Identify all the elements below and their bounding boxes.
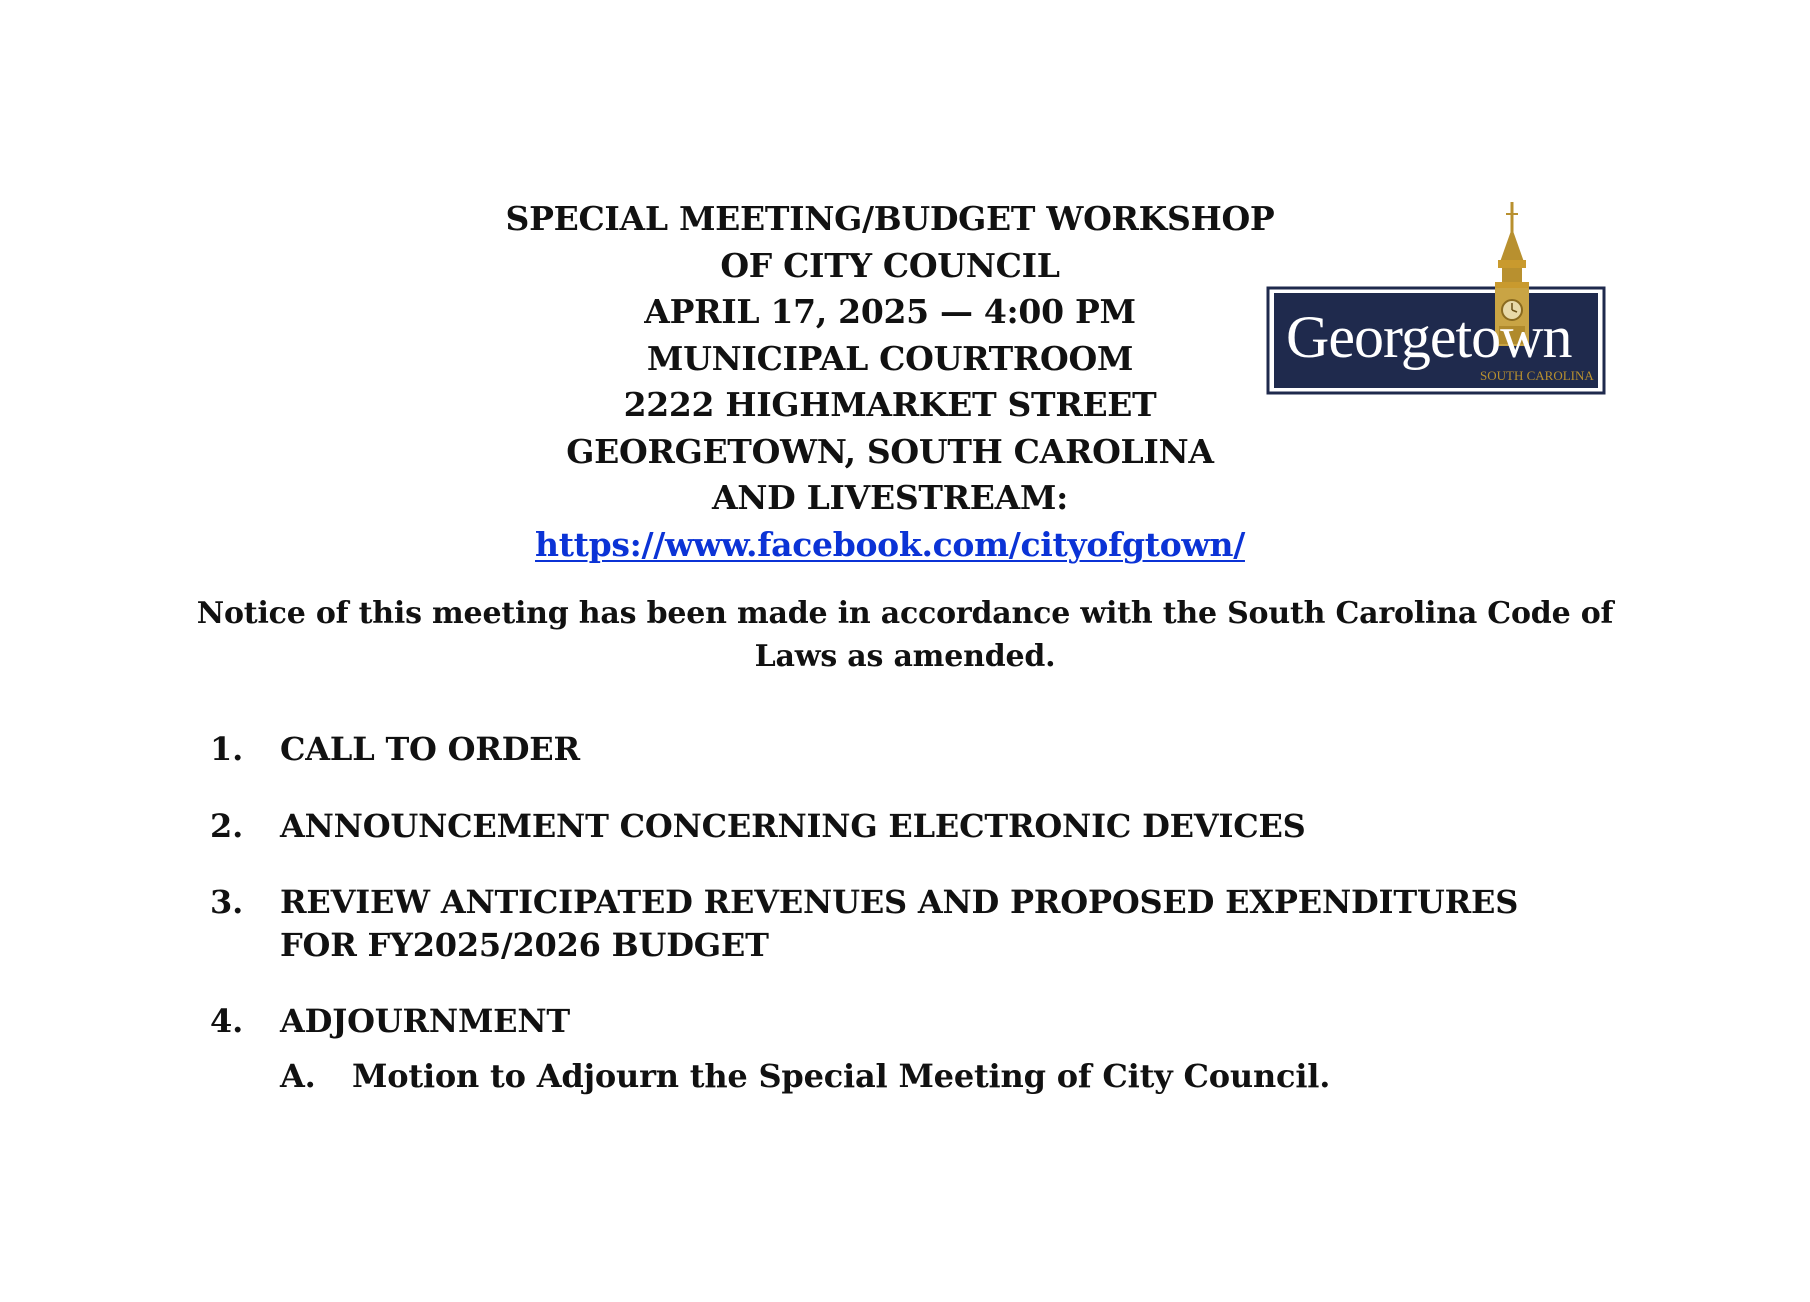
header-livestream-label: AND LIVESTREAM: xyxy=(711,478,1069,517)
header-title-line-2: OF CITY COUNCIL xyxy=(720,245,1060,285)
header-venue: MUNICIPAL COURTROOM xyxy=(646,338,1134,378)
agenda-sub-item-letter: A. xyxy=(280,1057,316,1095)
agenda-item xyxy=(210,805,1630,848)
agenda-item xyxy=(210,881,1630,967)
header-date-time: APRIL 17, 2025 — 4:00 PM xyxy=(644,292,1136,331)
agenda-sub-item-text: Motion to Adjourn the Special Meeting of City Council. xyxy=(352,1057,1331,1095)
agenda-item-number: 4. xyxy=(210,1002,244,1040)
agenda-item xyxy=(210,728,1630,771)
agenda-sub-item xyxy=(280,1055,1580,1098)
agenda-item-text: REVIEW ANTICIPATED REVENUES AND PROPOSED EXPENDITURES FOR FY2025/2026 BUDGET xyxy=(280,883,1519,964)
agenda-item-text: ADJOURNMENT xyxy=(280,1002,571,1040)
agenda-item xyxy=(210,1000,1630,1043)
header-city: GEORGETOWN, SOUTH CAROLINA xyxy=(566,431,1214,471)
agenda-item-number: 3. xyxy=(210,883,244,921)
meeting-header xyxy=(470,196,1310,568)
agenda-item-text: ANNOUNCEMENT CONCERNING ELECTRONIC DEVICES xyxy=(280,807,1306,845)
logo-wordmark: Georgetown xyxy=(1286,304,1572,370)
agenda-item-number: 1. xyxy=(210,730,244,768)
agenda-item-number: 2. xyxy=(210,807,244,845)
clock-tower-icon xyxy=(1266,202,1606,397)
header-title-line-1: SPECIAL MEETING/BUDGET WORKSHOP xyxy=(505,199,1275,238)
header-street: 2222 HIGHMARKET STREET xyxy=(623,385,1157,424)
livestream-link[interactable]: https://www.facebook.com/cityofgtown/ xyxy=(535,524,1245,564)
georgetown-logo xyxy=(1266,202,1606,397)
meeting-notice: Notice of this meeting has been made in accordance with the South Carolina Code of Laws as amended. xyxy=(196,596,1614,674)
logo-subtitle: SOUTH CAROLINA xyxy=(1480,368,1594,383)
agenda-item-text: CALL TO ORDER xyxy=(280,730,580,768)
